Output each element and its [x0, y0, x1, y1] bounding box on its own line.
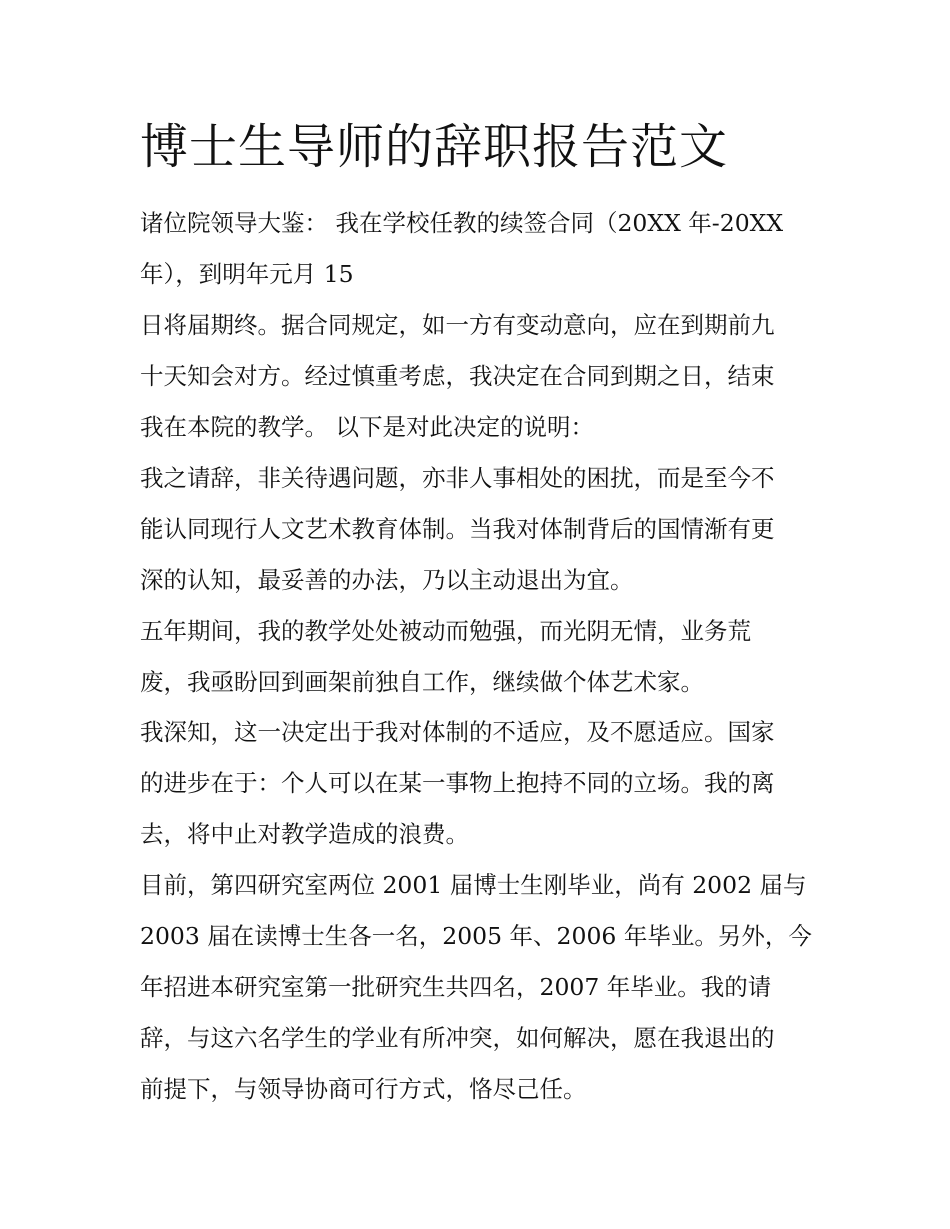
body-line: 我在本院的教学。 以下是对此决定的说明： [140, 413, 594, 441]
body-line: 废，我亟盼回到画架前独自工作，继续做个体艺术家。 [140, 668, 704, 696]
body-line: 日将届期终。据合同规定，如一方有变动意向，应在到期前九 [140, 311, 775, 339]
body-line: 去，将中止对教学造成的浪费。 [140, 820, 469, 848]
body-line: 十天知会对方。经过慎重考虑，我决定在合同到期之日，结束 [140, 362, 775, 390]
body-line: 深的认知，最妥善的办法，乃以主动退出为宜。 [140, 566, 634, 594]
body-line: 年），到明年元月 15 [140, 260, 354, 288]
body-line: 我深知，这一决定出于我对体制的不适应，及不愿适应。国家 [140, 718, 775, 746]
body-line: 的进步在于：个人可以在某一事物上抱持不同的立场。我的离 [140, 769, 775, 797]
body-line: 五年期间，我的教学处处被动而勉强，而光阴无情，业务荒 [140, 617, 751, 645]
body-line: 诸位院领导大鉴： 我在学校任教的续签合同（20XX 年-20XX [140, 209, 784, 237]
body-line: 能认同现行人文艺术教育体制。当我对体制背后的国情渐有更 [140, 515, 775, 543]
body-line: 年招进本研究室第一批研究生共四名，2007 年毕业。我的请 [140, 973, 772, 1001]
body-line: 前提下，与领导协商可行方式，恪尽己任。 [140, 1075, 587, 1103]
body-line: 我之请辞，非关待遇问题，亦非人事相处的困扰，而是至今不 [140, 464, 775, 492]
body-line: 2003 届在读博士生各一名，2005 年、2006 年毕业。另外，今 [140, 922, 812, 950]
document-title: 博士生导师的辞职报告范文 [140, 119, 729, 175]
body-line: 目前，第四研究室两位 2001 届博士生刚毕业，尚有 2002 届与 [140, 871, 807, 899]
body-line: 辞，与这六名学生的学业有所冲突，如何解决，愿在我退出的 [140, 1024, 775, 1052]
